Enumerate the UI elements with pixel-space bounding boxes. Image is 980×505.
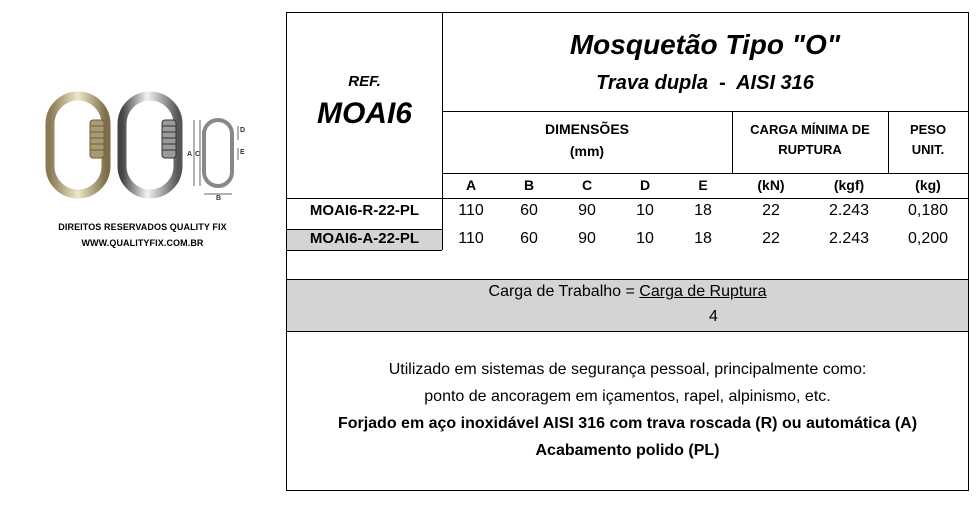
diagram-label-c: C — [195, 151, 201, 158]
formula-numerator: Carga de Ruptura — [639, 283, 767, 300]
cell-kgf: 2.243 — [828, 202, 870, 219]
cell-b: 60 — [520, 202, 538, 219]
working-load-formula — [287, 283, 968, 301]
website-link[interactable]: WWW.QUALITYFIX.COM.BR — [81, 238, 204, 248]
ref-code: MOAI6 — [316, 97, 412, 130]
description-line1: Utilizado em sistemas de segurança pessoal, principalmente como: — [388, 361, 867, 378]
diagram-label-a: A — [187, 151, 193, 158]
load-header-line2: RUPTURA — [778, 142, 842, 157]
formula-left: Carga de Trabalho = — [488, 283, 640, 300]
cell-kg: 0,200 — [907, 230, 949, 247]
dimensions-header: DIMENSÕES — [544, 121, 629, 137]
col-c-header: C — [581, 177, 593, 193]
dimension-diagram — [194, 120, 238, 194]
cell-kn: 22 — [762, 202, 780, 219]
spec-sheet — [286, 12, 969, 491]
left-panel — [0, 0, 280, 505]
description-line2: ponto de ancoragem em içamentos, rapel, alpinismo, etc. — [424, 388, 831, 405]
col-kg-header: (kg) — [915, 177, 941, 193]
weight-header-line2: UNIT. — [911, 142, 945, 157]
cell-b: 60 — [520, 230, 538, 247]
description-line4: Acabamento polido (PL) — [535, 442, 720, 459]
cell-kg: 0,180 — [907, 202, 949, 219]
diagram-label-b: B — [216, 195, 222, 200]
row-ref: MOAI6-A-22-PL — [309, 230, 420, 247]
description-line3: Forjado em aço inoxidável AISI 316 com trava roscada (R) ou automática (A) — [337, 415, 918, 432]
cell-a: 110 — [458, 202, 484, 219]
carabiner-silver-image — [122, 96, 178, 194]
cell-e: 18 — [694, 230, 712, 247]
diagram-label-d: D — [240, 127, 246, 134]
page-title: Mosquetão Tipo "O" — [569, 29, 841, 60]
load-header-line1: CARGA MÍNIMA DE — [750, 122, 870, 137]
col-kgf-header: (kgf) — [833, 177, 865, 193]
cell-c: 90 — [578, 202, 596, 219]
product-images — [44, 90, 249, 200]
weight-header-line1: PESO — [909, 122, 947, 137]
cell-c: 90 — [578, 230, 596, 247]
cell-kgf: 2.243 — [828, 230, 870, 247]
col-kn-header: (kN) — [757, 177, 785, 193]
diagram-label-e: E — [240, 149, 245, 156]
col-e-header: E — [698, 177, 708, 193]
col-b-header: B — [523, 177, 535, 193]
row-ref: MOAI6-R-22-PL — [309, 202, 420, 219]
formula-denominator: 4 — [709, 308, 718, 325]
cell-e: 18 — [694, 202, 712, 219]
dimensions-unit: (mm) — [569, 143, 605, 159]
copyright-text: DIREITOS RESERVADOS QUALITY FIX — [58, 222, 227, 232]
carabiner-gold-image — [50, 96, 106, 194]
cell-d: 10 — [636, 202, 654, 219]
cell-kn: 22 — [762, 230, 780, 247]
col-d-header: D — [639, 177, 651, 193]
cell-a: 110 — [458, 230, 484, 247]
page-subtitle: Trava dupla - AISI 316 — [596, 72, 814, 94]
ref-label: REF. — [348, 73, 381, 90]
cell-d: 10 — [636, 230, 654, 247]
col-a-header: A — [465, 177, 477, 193]
